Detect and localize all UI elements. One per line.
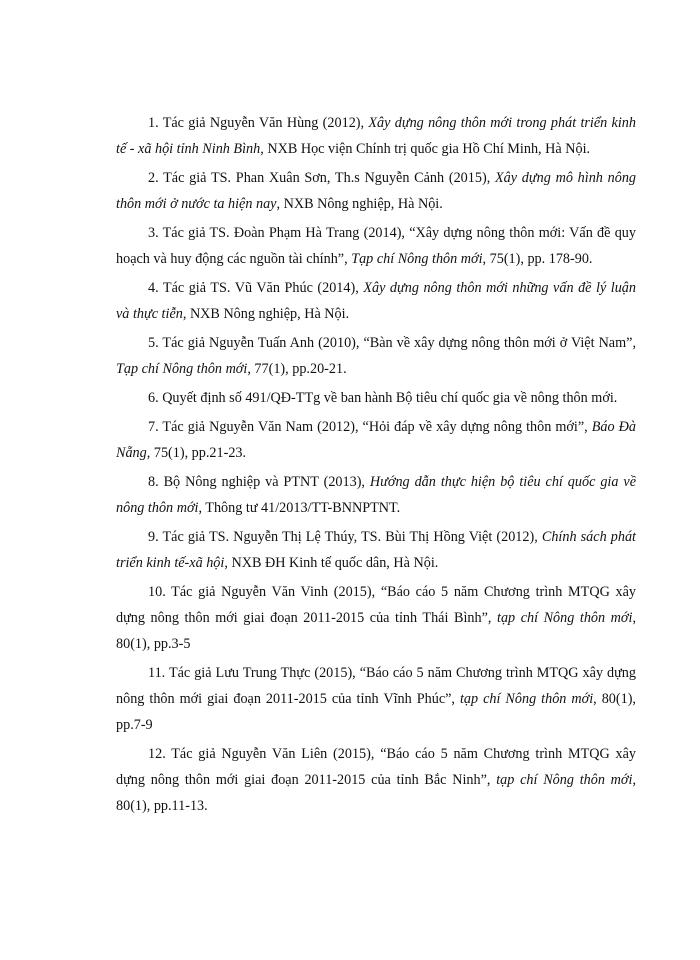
reference-title: Hướng dẫn thực hiện bộ tiêu chí quốc gia về nông thôn mới [116, 474, 636, 516]
reference-item [116, 220, 636, 272]
reference-item [116, 741, 636, 819]
reference-text: , NXB Nông nghiệp, Hà Nội. [182, 306, 350, 322]
reference-item [116, 110, 636, 162]
reference-title: tạp chí Nông thôn mới [459, 691, 594, 707]
reference-item [116, 579, 636, 657]
reference-text: , 75(1), pp. 178-90. [482, 251, 593, 267]
reference-item [116, 414, 636, 466]
reference-title: Xây dựng nông thôn mới trong phát triển kinh tế - xã hội tỉnh Ninh Bình [116, 115, 636, 157]
reference-text: , NXB Nông nghiệp, Hà Nội. [276, 196, 443, 212]
reference-title: tạp chí Nông thôn mới [497, 610, 633, 626]
reference-text: 9. Tác giả TS. Nguyễn Thị Lệ Thúy, TS. Bùi Thị Hồng Việt (2012), [148, 529, 542, 545]
reference-item [116, 330, 636, 382]
reference-item [116, 165, 636, 217]
reference-item [116, 275, 636, 327]
reference-text: , 80(1), pp.3-5 [116, 610, 636, 652]
reference-title: Tạp chí Nông thôn mới [116, 361, 248, 377]
reference-text: 6. Quyết định số 491/QĐ-TTg về ban hành Bộ tiêu chí quốc gia về nông thôn mới. [148, 390, 618, 406]
reference-item [116, 385, 636, 411]
reference-text: 12. Tác giả Nguyễn Văn Liên (2015), “Báo cáo 5 năm Chương trình MTQG xây dựng nông thôn mới giai đoạn 2011-2015 của tỉnh Bắc Ninh”, [116, 746, 636, 788]
reference-item [116, 524, 636, 576]
reference-text: 8. Bộ Nông nghiệp và PTNT (2013), [148, 474, 370, 490]
reference-text: , NXB Học viện Chính trị quốc gia Hồ Chí Minh, Hà Nội. [260, 141, 591, 157]
reference-text: 1. Tác giả Nguyễn Văn Hùng (2012), [148, 115, 369, 131]
reference-title: Xây dựng mô hình nông thôn mới ở nước ta hiện nay [116, 170, 637, 212]
reference-title: Xây dựng nông thôn mới những vấn đề lý luận và thực tiễn [116, 280, 636, 322]
reference-title: Báo Đà Nẵng [116, 419, 636, 461]
reference-title: Tạp chí Nông thôn mới [351, 251, 483, 267]
reference-text: 11. Tác giả Lưu Trung Thực (2015), “Báo cáo 5 năm Chương trình MTQG xây dựng nông thôn mới giai đoạn 2011-2015 của tỉnh Vĩnh Phúc”, [116, 665, 636, 707]
reference-text: , 77(1), pp.20-21. [247, 361, 347, 377]
reference-text: , 75(1), pp.21-23. [146, 445, 247, 461]
reference-item [116, 469, 636, 521]
reference-list [116, 110, 636, 822]
reference-text: , 80(1), pp.11-13. [116, 772, 636, 814]
reference-text: 10. Tác giả Nguyễn Văn Vinh (2015), “Báo cáo 5 năm Chương trình MTQG xây dựng nông thôn mới giai đoạn 2011-2015 của tỉnh Thái Bình”, [116, 584, 636, 626]
reference-title: tạp chí Nông thôn mới [496, 772, 633, 788]
reference-text: , Thông tư 41/2013/TT-BNNPTNT. [198, 500, 401, 516]
reference-text: 3. Tác giả TS. Đoàn Phạm Hà Trang (2014), “Xây dựng nông thôn mới: Vấn đề quy hoạch và huy động các nguồn tài chính”, [116, 225, 636, 267]
reference-text: 5. Tác giả Nguyễn Tuấn Anh (2010), “Bàn về xây dựng nông thôn mới ở Việt Nam”, [148, 335, 636, 351]
reference-text: , NXB ĐH Kinh tế quốc dân, Hà Nội. [224, 555, 439, 571]
reference-item [116, 660, 636, 738]
reference-text: 2. Tác giả TS. Phan Xuân Sơn, Th.s Nguyễn Cảnh (2015), [148, 170, 495, 186]
reference-text: 7. Tác giả Nguyễn Văn Nam (2012), “Hỏi đáp về xây dựng nông thôn mới”, [148, 419, 592, 435]
reference-title: Chính sách phát triển kinh tế-xã hội [116, 529, 636, 571]
reference-text: , 80(1), pp.7-9 [116, 691, 636, 733]
reference-text: 4. Tác giả TS. Vũ Văn Phúc (2014), [148, 280, 364, 296]
